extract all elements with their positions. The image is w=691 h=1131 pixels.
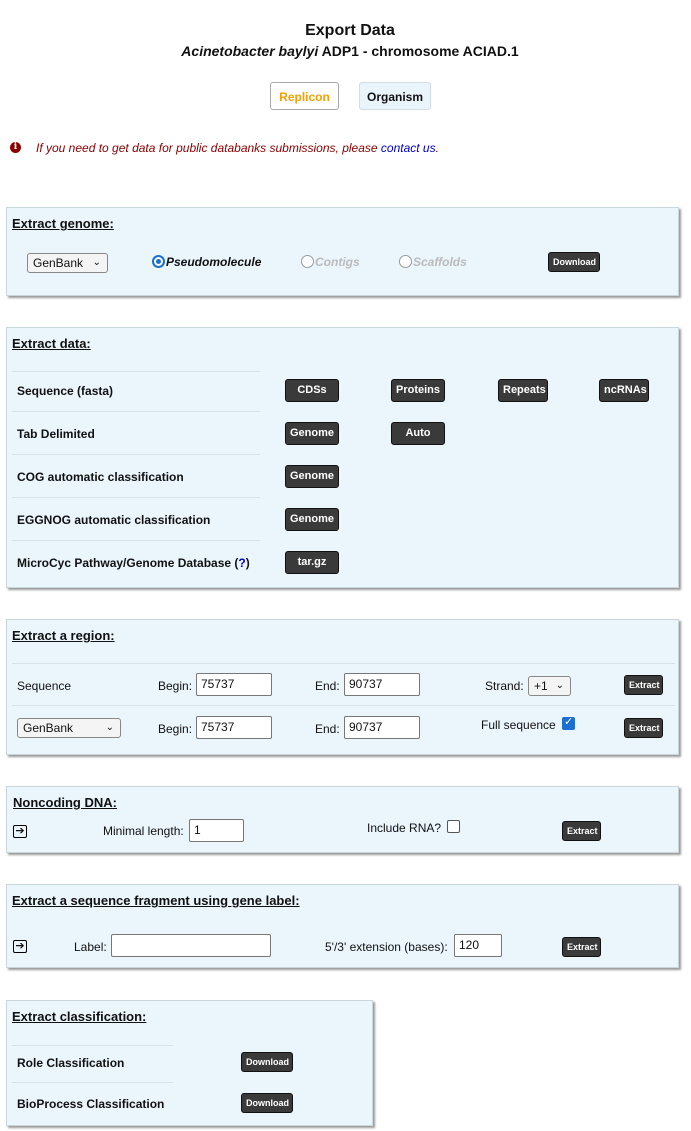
include-rna-label: Include RNA? xyxy=(367,821,442,835)
info-suffix: . xyxy=(435,141,439,155)
arrow-right-icon[interactable]: ➔ xyxy=(13,940,27,953)
bioprocess-download-button[interactable]: Download xyxy=(241,1093,293,1113)
row-divider xyxy=(12,1045,173,1046)
end-input[interactable]: 90737 xyxy=(344,673,420,696)
info-icon: i xyxy=(10,142,21,153)
proteins-button[interactable]: Proteins xyxy=(391,379,445,402)
region-format-value: GenBank xyxy=(23,721,74,735)
row-divider xyxy=(12,1082,173,1083)
chevron-down-icon: ⌄ xyxy=(105,722,114,733)
extract-data-panel xyxy=(6,327,679,588)
classification-title: Extract classification: xyxy=(12,1009,147,1024)
role-classification-label: Role Classification xyxy=(17,1056,125,1070)
genome-download-button[interactable]: Download xyxy=(548,252,600,272)
strand-value: +1 xyxy=(534,679,548,693)
chevron-down-icon: ⌄ xyxy=(92,257,101,268)
region-extract-button-2[interactable]: Extract xyxy=(624,718,663,738)
extension-label: 5'/3' extension (bases): xyxy=(325,940,448,954)
chevron-down-icon: ⌄ xyxy=(555,680,564,691)
gene-label-input[interactable] xyxy=(111,934,271,957)
microcyc-label-text: MicroCyc Pathway/Genome Database ( xyxy=(17,556,239,570)
region-format-select[interactable] xyxy=(17,718,121,738)
cog-genome-button[interactable]: Genome xyxy=(285,465,339,488)
strand-select[interactable] xyxy=(528,676,571,696)
info-message xyxy=(36,141,439,155)
begin-input[interactable]: 75737 xyxy=(196,673,272,696)
strand-label: Strand: xyxy=(485,679,524,693)
eggnog-label: EGGNOG automatic classification xyxy=(17,513,211,527)
contact-us-link[interactable]: contact us xyxy=(380,141,436,155)
tab-auto-button[interactable]: Auto xyxy=(391,422,445,445)
tab-organism[interactable]: Organism xyxy=(359,82,431,110)
pseudomolecule-label: Pseudomolecule xyxy=(166,255,262,269)
begin-input-2[interactable]: 75737 xyxy=(196,716,272,739)
extract-region-title: Extract a region: xyxy=(12,628,115,643)
contigs-radio xyxy=(301,255,314,268)
begin-label: Begin: xyxy=(158,679,193,693)
organism-name: Acinetobacter baylyi xyxy=(181,43,319,59)
region-extract-button[interactable]: Extract xyxy=(624,675,663,695)
replicon-name: ADP1 - chromosome ACIAD.1 xyxy=(318,43,519,59)
scaffolds-radio xyxy=(399,255,412,268)
tab-replicon[interactable]: Replicon xyxy=(270,82,339,110)
include-rna-checkbox[interactable] xyxy=(447,820,460,833)
info-text: If you need to get data for public databanks submissions, please xyxy=(36,141,381,155)
microcyc-label xyxy=(17,556,250,570)
minimal-length-input[interactable]: 1 xyxy=(189,819,244,842)
sequence-fasta-label: Sequence (fasta) xyxy=(17,384,114,398)
full-sequence-label: Full sequence xyxy=(481,718,556,732)
sequence-label: Sequence xyxy=(17,679,72,693)
extension-input[interactable]: 120 xyxy=(454,934,502,957)
classification-panel xyxy=(6,1000,373,1126)
fragment-title: Extract a sequence fragment using gene label: xyxy=(12,893,300,908)
end-input-2[interactable]: 90737 xyxy=(344,716,420,739)
extract-data-title: Extract data: xyxy=(12,336,91,351)
page-title: Export Data xyxy=(305,22,395,39)
arrow-right-icon[interactable]: ➔ xyxy=(13,825,27,838)
noncoding-extract-button[interactable]: Extract xyxy=(562,821,601,841)
repeats-button[interactable]: Repeats xyxy=(498,379,548,402)
row-divider xyxy=(12,540,260,541)
end-label-2: End: xyxy=(315,722,340,736)
cog-label: COG automatic classification xyxy=(17,470,184,484)
microcyc-help-link[interactable]: ? xyxy=(238,556,246,570)
row-divider xyxy=(12,411,260,412)
extract-region-panel xyxy=(6,619,679,755)
ncrnas-button[interactable]: ncRNAs xyxy=(599,379,649,402)
bioprocess-classification-label: BioProcess Classification xyxy=(17,1097,165,1111)
noncoding-title: Noncoding DNA: xyxy=(13,795,117,810)
microcyc-label-suffix: ) xyxy=(245,556,250,570)
genome-format-value: GenBank xyxy=(33,256,84,270)
extract-genome-panel xyxy=(6,207,679,296)
row-divider xyxy=(12,663,675,664)
eggnog-genome-button[interactable]: Genome xyxy=(285,508,339,531)
contigs-label: Contigs xyxy=(315,255,360,269)
row-divider xyxy=(12,497,260,498)
begin-label-2: Begin: xyxy=(158,722,193,736)
tab-genome-button[interactable]: Genome xyxy=(285,422,339,445)
gene-label-label: Label: xyxy=(74,940,107,954)
row-divider xyxy=(12,705,675,706)
tab-delimited-label: Tab Delimited xyxy=(17,427,95,441)
end-label: End: xyxy=(315,679,340,693)
minimal-length-label: Minimal length: xyxy=(103,824,184,838)
noncoding-panel xyxy=(6,786,679,853)
cds-button[interactable]: CDSs xyxy=(285,379,339,402)
role-download-button[interactable]: Download xyxy=(241,1052,293,1072)
genome-format-select[interactable] xyxy=(27,253,108,273)
extract-genome-title: Extract genome: xyxy=(12,216,114,231)
microcyc-targz-button[interactable]: tar.gz xyxy=(285,551,339,574)
fragment-extract-button[interactable]: Extract xyxy=(562,937,601,957)
full-sequence-checkbox[interactable] xyxy=(562,717,575,730)
scaffolds-label: Scaffolds xyxy=(413,255,467,269)
pseudomolecule-radio[interactable] xyxy=(152,255,165,268)
row-divider xyxy=(12,454,260,455)
page-subtitle xyxy=(0,43,691,59)
row-divider xyxy=(12,371,260,372)
fragment-panel xyxy=(6,884,679,968)
